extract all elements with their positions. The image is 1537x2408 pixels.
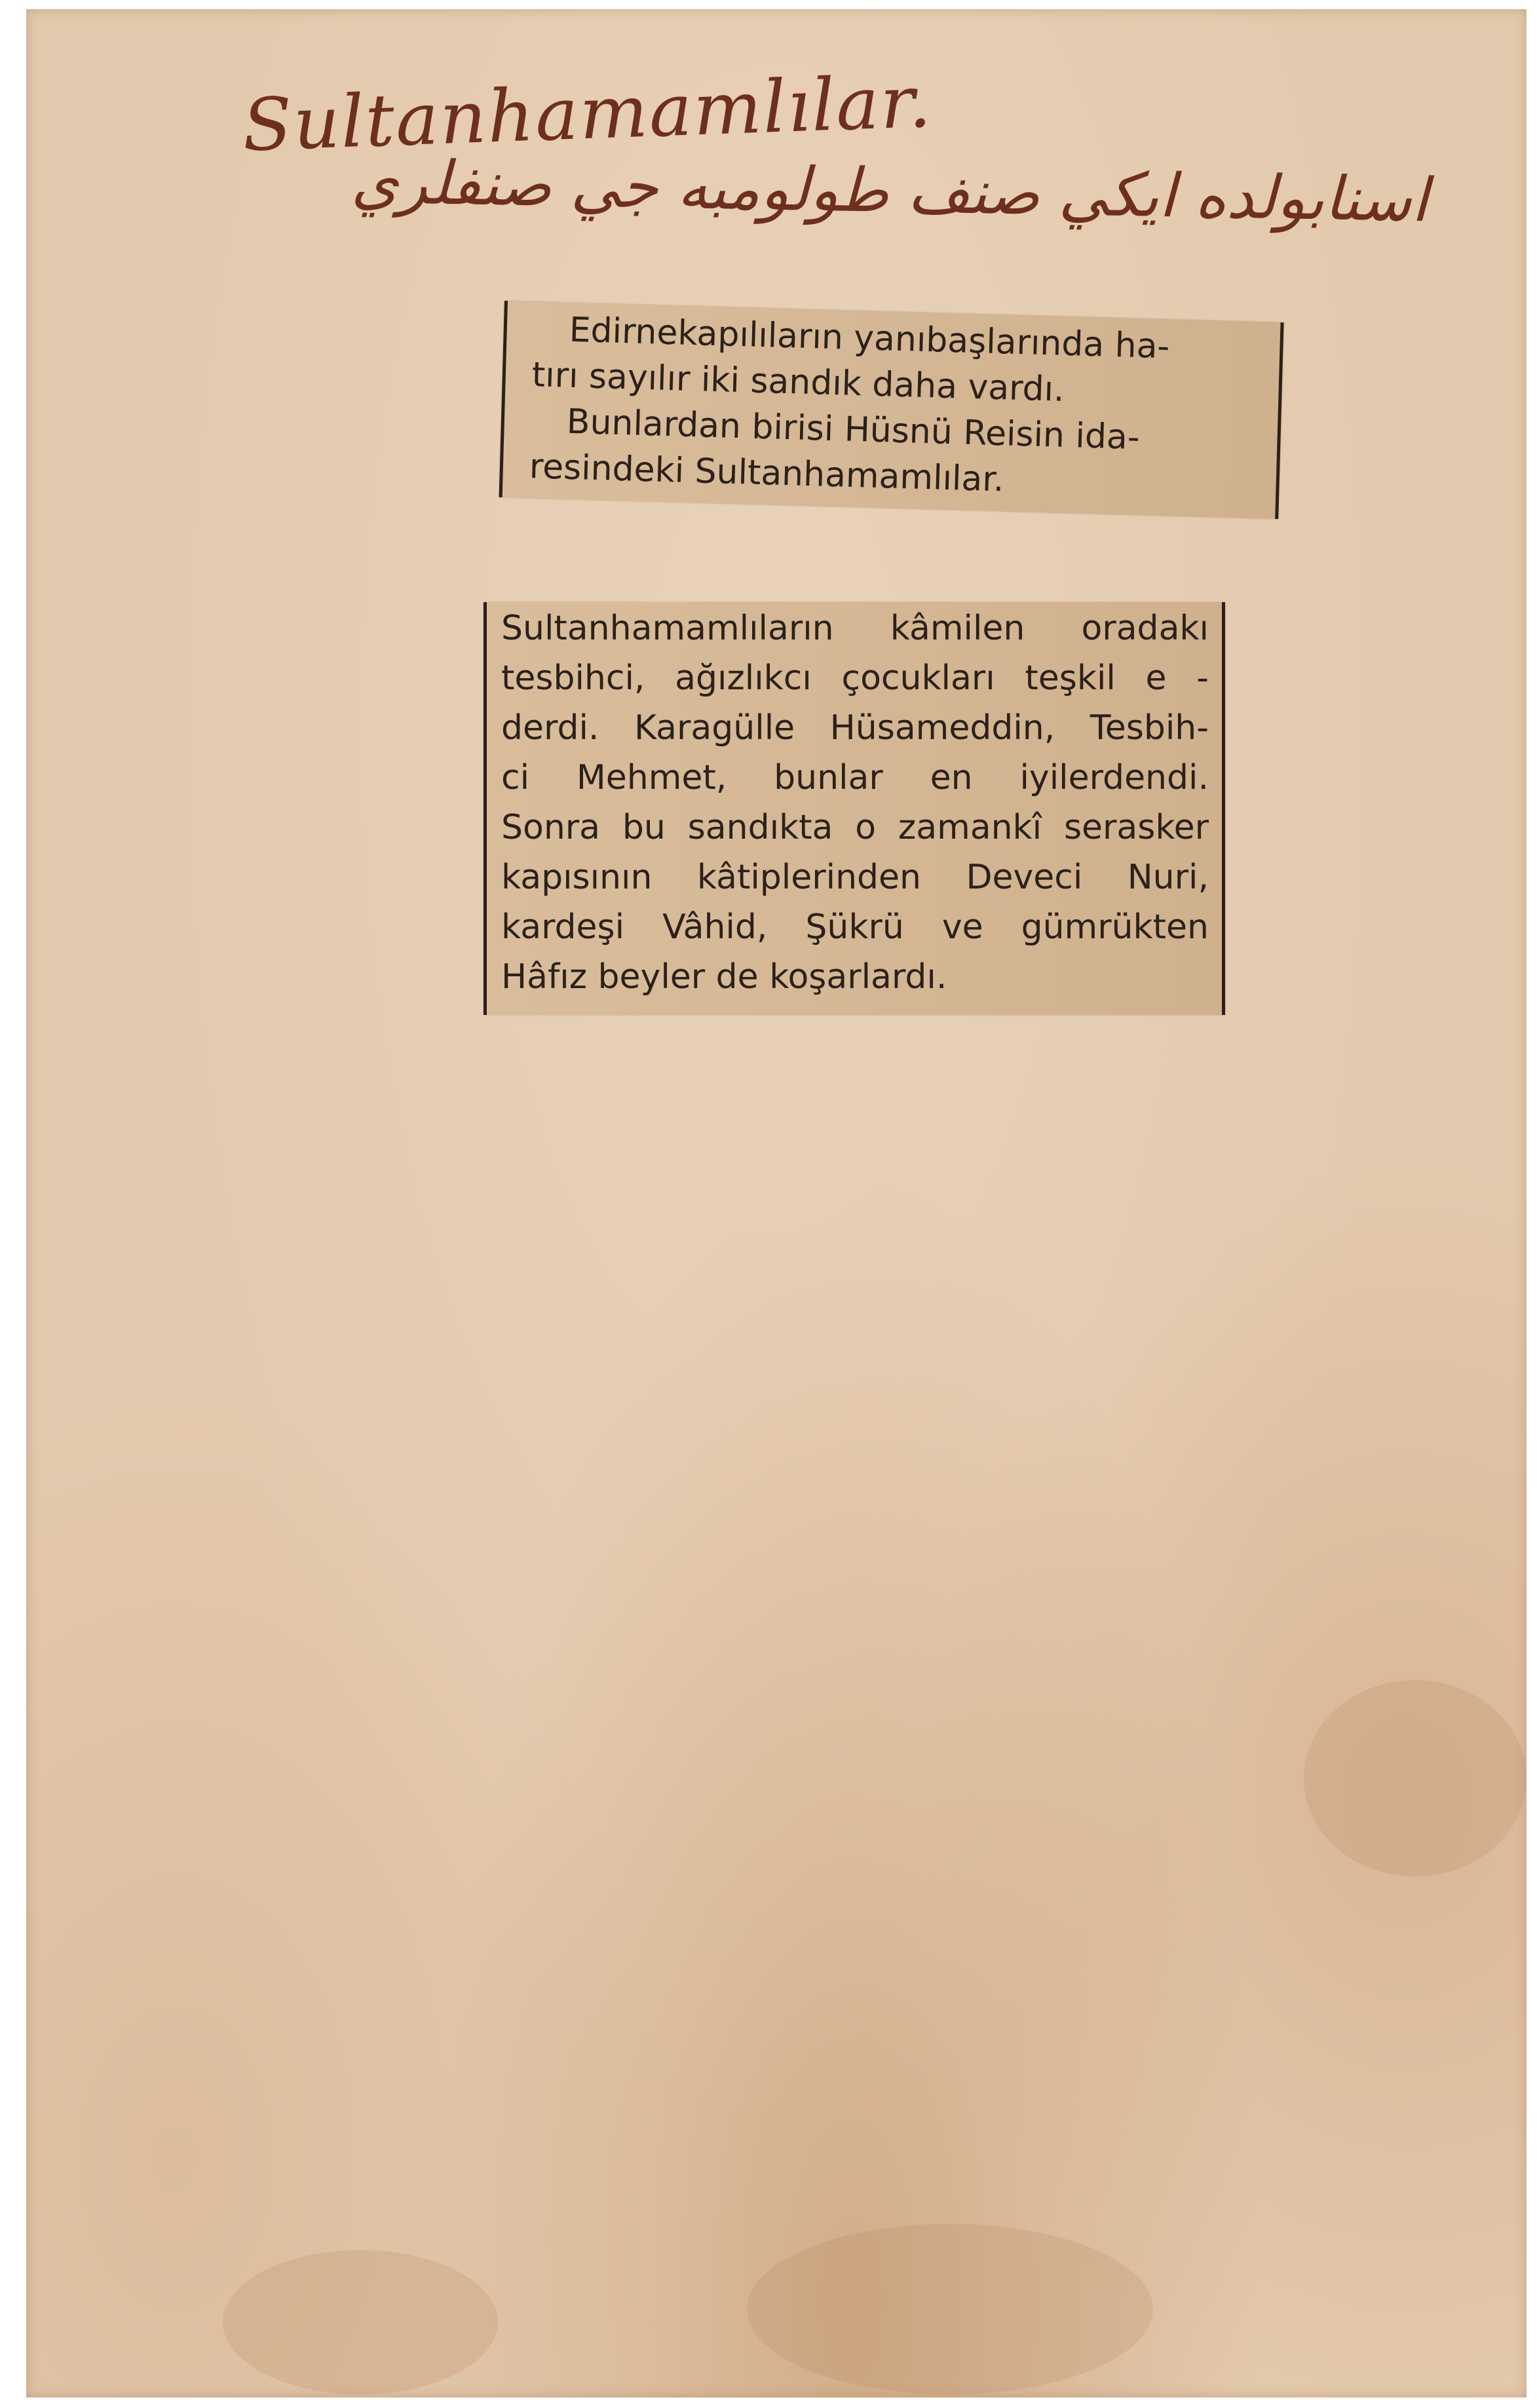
handwritten-title: Sultanhamamlılar. [241,59,934,168]
newspaper-clipping-1 [499,301,1284,519]
paper-stain [223,2250,498,2394]
paper-stain [1304,1680,1527,1877]
clipping-2-line: Sultanhamamlıların kâmilen oradakı [501,609,1209,648]
paper-stain [747,2224,1153,2394]
clipping-2-line: ci Mehmet, bunlar en iyilerdendi. [501,758,1209,797]
clipping-1-line: resindeki Sultanhamamlılar. [529,447,1005,500]
clipping-2-line: kapısının kâtiplerinden Deveci Nuri, [501,858,1209,897]
clipping-2-line: tesbihci, ağızlıkcı çocukları teşkil e - [501,659,1209,698]
paper-sheet [26,9,1527,2398]
clipping-1-line: Edirnekapılıların yanıbaşlarında ha- [568,310,1171,367]
clipping-1-line: Bunlardan birisi Hüsnü Reisin ida- [566,402,1141,458]
clipping-2-line: Sonra bu sandıkta o zamankî serasker [501,808,1209,847]
clipping-2-line: kardeşi Vâhid, Şükrü ve gümrükten [501,908,1209,947]
handwritten-ottoman-note: اسنابولده ايكي صنف طولومبه جي صنفلري [351,146,1429,236]
clipping-2-line: Hâfız beyler de koşarlardı. [501,957,947,997]
clipping-2-line: derdi. Karagülle Hüsameddin, Tesbih- [501,708,1209,748]
newspaper-clipping-2 [484,602,1225,1015]
clipping-1-line: tırı sayılır iki sandık daha vardı. [531,355,1065,410]
